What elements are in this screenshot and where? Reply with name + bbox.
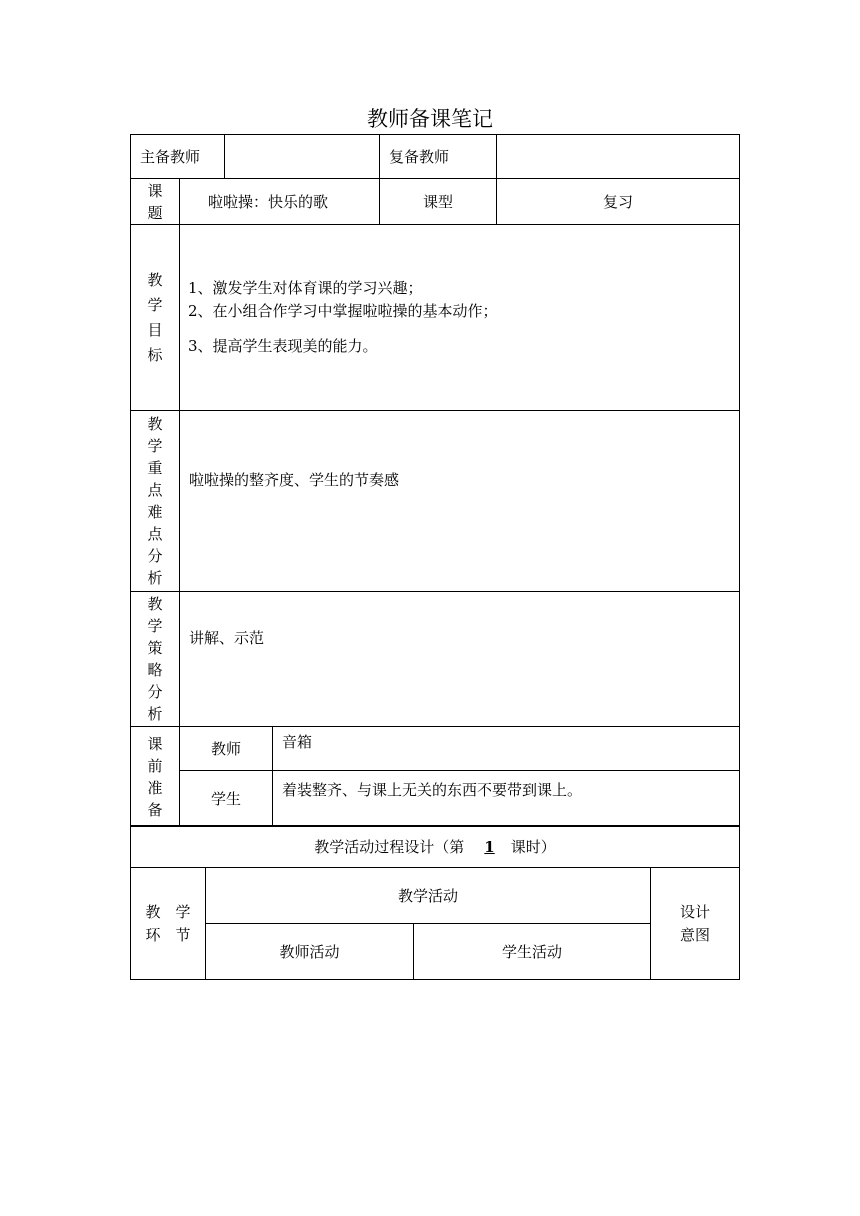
activity-design-table bbox=[130, 825, 740, 980]
objectives-row bbox=[131, 225, 740, 411]
objectives-label-char: 目 bbox=[147, 320, 163, 339]
activity-header-row-1 bbox=[131, 868, 740, 924]
activity-title bbox=[131, 826, 740, 868]
strategy-label-char: 析 bbox=[147, 705, 163, 723]
key-points-label-char: 点 bbox=[147, 481, 163, 499]
prep-student-row bbox=[131, 771, 740, 827]
activity-title-row bbox=[131, 826, 740, 868]
main-teacher-value[interactable] bbox=[225, 135, 380, 179]
strategy-row bbox=[131, 592, 740, 727]
lesson-type-value: 复习 bbox=[497, 179, 740, 225]
preparation-label bbox=[131, 727, 180, 827]
objectives-label-char: 标 bbox=[147, 345, 163, 364]
prep-teacher-label: 教师 bbox=[180, 727, 273, 770]
student-activity-header: 学生活动 bbox=[414, 924, 651, 980]
strategy-label-char: 略 bbox=[147, 661, 163, 679]
key-points-label bbox=[131, 411, 180, 592]
lesson-plan-table bbox=[130, 134, 740, 827]
teachers-row bbox=[131, 135, 740, 179]
topic-row bbox=[131, 179, 740, 225]
design-intent-header bbox=[651, 868, 740, 980]
objective-item: 1、激发学生对体育课的学习兴趣； bbox=[188, 279, 423, 297]
topic-label-char: 课 bbox=[147, 181, 163, 200]
key-points-label-char: 教 bbox=[147, 415, 163, 433]
objectives-label bbox=[131, 225, 180, 411]
page-title: 教师备课笔记 bbox=[367, 107, 493, 131]
prep-student-label: 学生 bbox=[180, 771, 273, 826]
prep-teacher-value: 音箱 bbox=[282, 733, 313, 751]
key-points-label-char: 学 bbox=[147, 437, 163, 455]
teacher-activity-header: 教师活动 bbox=[206, 924, 414, 980]
key-points-row bbox=[131, 411, 740, 592]
objectives-content bbox=[180, 225, 740, 411]
prep-teacher-cell bbox=[180, 727, 740, 771]
strategy-label-char: 策 bbox=[147, 639, 163, 657]
activity-title-prefix: 教学活动过程设计（第 bbox=[314, 838, 465, 856]
phase-header bbox=[131, 868, 206, 980]
key-points-label-char: 析 bbox=[147, 569, 163, 587]
key-points-value: 啦啦操的整齐度、学生的节奏感 bbox=[180, 411, 740, 592]
activities-header: 教学活动 bbox=[206, 868, 651, 924]
topic-label bbox=[131, 179, 180, 225]
preparation-label-char: 备 bbox=[147, 800, 163, 819]
objective-item: 3、提高学生表现美的能力。 bbox=[188, 337, 378, 355]
key-points-label-char: 难 bbox=[147, 503, 163, 521]
main-teacher-label: 主备教师 bbox=[131, 135, 225, 179]
second-teacher-value[interactable] bbox=[497, 135, 740, 179]
key-points-label-char: 重 bbox=[147, 459, 163, 477]
objectives-label-char: 教 bbox=[147, 270, 163, 289]
strategy-label bbox=[131, 592, 180, 727]
phase-header-line: 教 学 bbox=[145, 902, 191, 921]
strategy-value: 讲解、示范 bbox=[180, 592, 740, 727]
preparation-label-char: 准 bbox=[147, 778, 163, 797]
lesson-number: 1 bbox=[484, 838, 495, 856]
objectives-label-char: 学 bbox=[147, 295, 163, 314]
second-teacher-label: 复备教师 bbox=[380, 135, 497, 179]
phase-header-line: 环 节 bbox=[145, 925, 191, 944]
prep-student-cell bbox=[180, 771, 740, 827]
design-intent-line: 设计 bbox=[680, 902, 711, 921]
preparation-label-char: 前 bbox=[147, 756, 163, 775]
topic-label-char: 题 bbox=[147, 203, 163, 222]
design-intent-line: 意图 bbox=[680, 925, 711, 944]
strategy-label-char: 分 bbox=[147, 683, 163, 701]
strategy-label-char: 教 bbox=[147, 595, 163, 613]
topic-value: 啦啦操：快乐的歌 bbox=[180, 179, 380, 225]
key-points-label-char: 点 bbox=[147, 525, 163, 543]
preparation-label-char: 课 bbox=[147, 734, 163, 753]
prep-teacher-row bbox=[131, 727, 740, 771]
prep-student-value: 着装整齐、与课上无关的东西不要带到课上。 bbox=[282, 781, 583, 799]
activity-title-suffix: 课时） bbox=[510, 838, 556, 856]
activity-header-row-2 bbox=[131, 924, 740, 980]
strategy-label-char: 学 bbox=[147, 617, 163, 635]
key-points-label-char: 分 bbox=[147, 547, 163, 565]
lesson-type-label: 课型 bbox=[380, 179, 497, 225]
objective-item: 2、在小组合作学习中掌握啦啦操的基本动作； bbox=[188, 302, 498, 320]
